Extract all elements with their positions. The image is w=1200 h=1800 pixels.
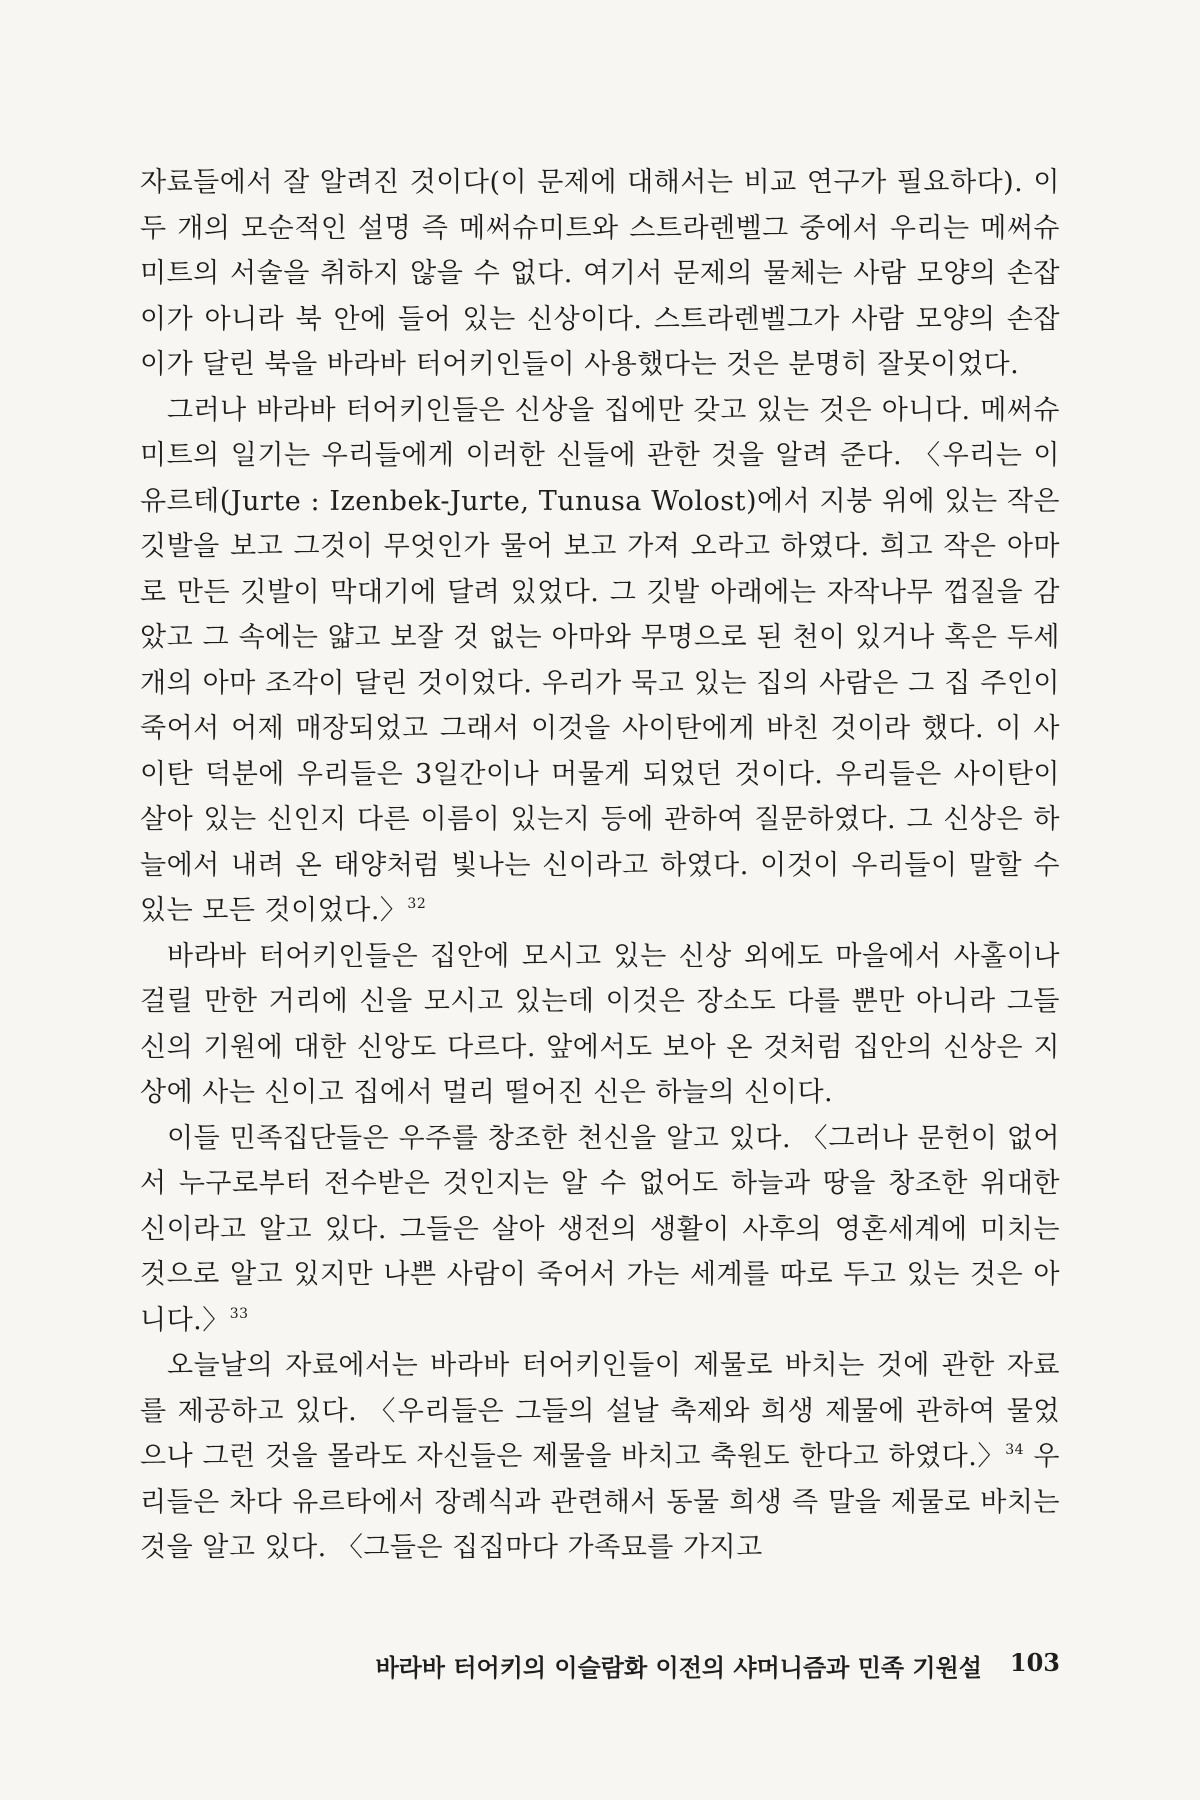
paragraph-1: 자료들에서 잘 알려진 것이다(이 문제에 대해서는 비교 연구가 필요하다). 이 두 개의 모순적인 설명 즉 메써슈미트와 스트라렌벨그 중에서 우리는 메써슈미트의 서술을 취하지 않을 수 없다. 여기서 문제의 물체는 사람 모양의 손잡이가 아니라 북 안에 들어 있는 신상이다. 스트라렌벨그가 사람 모양의 손잡이가 달린 북을 바라바 터어키인들이 사용했다는 것은 분명히 잘못이었다. xyxy=(140,167,1060,380)
paragraph-5-text-a: 오늘날의 자료에서는 바라바 터어키인들이 제물로 바치는 것에 관한 자료를 제공하고 있다. 〈우리들은 그들의 설날 축제와 희생 제물에 관하여 물었으나 그런 것을 몰라도 자신들은 제물을 바치고 축원도 한다고 하였다.〉 xyxy=(140,1350,1060,1472)
paragraph-4-text: 이들 민족집단들은 우주를 창조한 천신을 알고 있다. 〈그러나 문헌이 없어서 누구로부터 전수받은 것인지는 알 수 없어도 하늘과 땅을 창조한 위대한 신이라고 알고 있다. 그들은 살아 생전의 생활이 사후의 영혼세계에 미치는 것으로 알고 있지만 나쁜 사람이 죽어서 가는 세계를 따로 두고 있는 것은 아니다.〉 xyxy=(140,1122,1060,1336)
body-text xyxy=(140,160,1060,1571)
paragraph-2-text: 그러나 바라바 터어키인들은 신상을 집에만 갖고 있는 것은 아니다. 메써슈미트의 일기는 우리들에게 이러한 신들에 관한 것을 알려 준다. 〈우리는 이 유르테(Jurte : Izenbek-Jurte, Tunusa Wolost)에서 지붕 위에 있는 작은 깃발을 보고 그것이 무엇인가 물어 보고 가져 오라고 하였다. 희고 작은 아마로 만든 깃발이 막대기에 달려 있었다. 그 깃발 아래에는 자작나무 껍질을 감았고 그 속에는 얇고 보잘 것 없는 아마와 무명으로 된 천이 있거나 혹은 두세 개의 아마 조각이 달린 것이었다. 우리가 묵고 있는 집의 사람은 그 집 주인이 죽어서 어제 매장되었고 그래서 이것을 사이탄에게 바친 것이라 했다. 이 사이탄 덕분에 우리들은 3일간이나 머물게 되었던 것이다. 우리들은 사이탄이 살아 있는 신인지 다른 이름이 있는지 등에 관하여 질문하였다. 그 신상은 하늘에서 내려 온 태양처럼 빛나는 신이라고 하였다. 이것이 우리들이 말할 수 있는 모든 것이었다.〉 xyxy=(140,394,1060,926)
page-footer xyxy=(140,1648,1060,1688)
paragraph-3: 바라바 터어키인들은 집안에 모시고 있는 신상 외에도 마을에서 사홀이나 걸릴 만한 거리에 신을 모시고 있는데 이것은 장소도 다를 뿐만 아니라 그들 신의 기원에 대한 신앙도 다르다. 앞에서도 보아 온 것처럼 집안의 신상은 지상에 사는 신이고 집에서 멀리 떨어진 신은 하늘의 신이다. xyxy=(140,940,1060,1108)
paragraph-5-text-b: 우리들은 차다 유르타에서 장례식과 관련해서 동물 희생 즉 말을 제물로 바치는 것을 알고 있다. 〈그들은 집집마다 가족묘를 가지고 xyxy=(140,1441,1060,1563)
paragraph-5 xyxy=(140,1343,1060,1571)
paragraph-4 xyxy=(140,1116,1060,1344)
page-number: 103 xyxy=(1009,1648,1060,1677)
running-title: 바라바 터어키의 이슬람화 이전의 샤머니즘과 민족 기원설 xyxy=(375,1653,982,1682)
footnote-ref-32: 32 xyxy=(407,896,427,912)
footnote-ref-33: 33 xyxy=(229,1305,249,1322)
paragraph-2 xyxy=(140,388,1060,934)
footnote-ref-34: 34 xyxy=(1005,1442,1025,1458)
